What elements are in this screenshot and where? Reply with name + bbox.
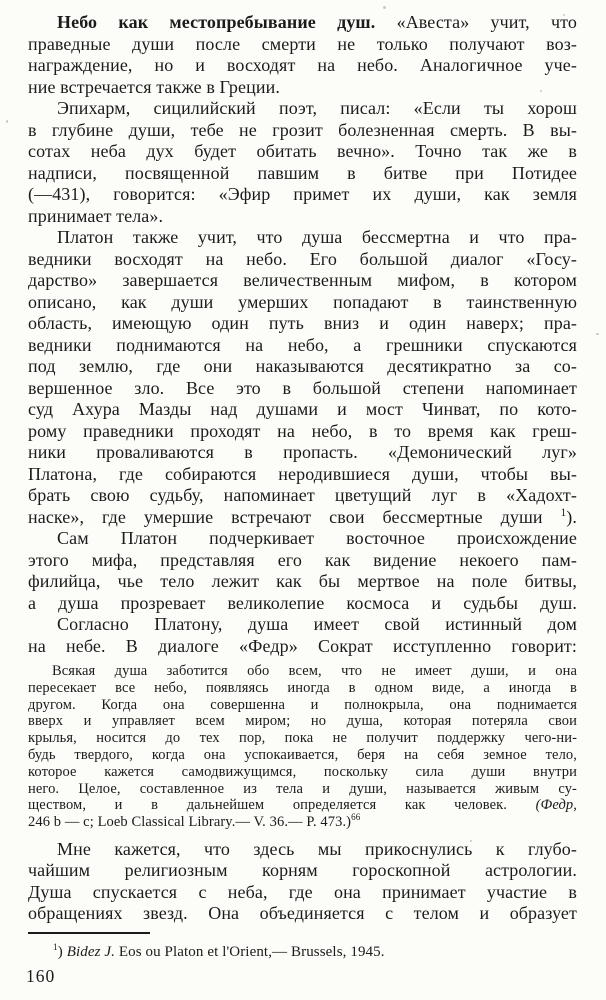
scan-speck [540,90,542,92]
text-line: ведники поднимаются на небо, а грешники спускаются [28,334,577,355]
text-segment: ) [57,943,67,960]
text-line: суд Ахура Мазды над душами и мост Чинват, по кото- [28,399,577,419]
footnote-separator-rule [28,932,150,934]
text-line [28,507,577,529]
text-line: рому праведники проходят на небо, в то время как греш- [28,420,577,441]
text-block [28,12,577,961]
text-line: дарство» завершается величественным мифом, в котором [28,270,577,290]
text-line: Мне кажется, что здесь мы прикоснулись к глубо- [57,838,577,859]
paragraph-2 [28,98,577,227]
text-line: Согласно Платону, душа имеет свой истинный дом [57,614,577,634]
endnote-reference: 66 [351,812,361,823]
text-line: него. Целое, составленное из тела и души, называется живым су- [28,780,577,797]
text-line: в глубине души, тебе не грозит болезненная смерть. В вы- [28,119,577,140]
text-line: Сам Платон подчеркивает восточное происхождение [57,528,577,548]
text-line: надписи, посвященной павшим в битве при Потидее [28,162,577,183]
text-line: другом. Когда она совершенна и полнокрыла, она поднимается [28,696,577,713]
text-segment: ществом, и в дальнейшем определяется как человек. [28,797,536,814]
text-line: Платон также учит, что душа бессмертна и что пра- [57,227,577,247]
text-line: вершенное зло. Все это в большой степени напоминает [28,377,577,398]
text-line: сотах неба дух будет обитать вечно». Точно так же в [28,141,577,161]
text-line: Платона, где собираются неродившиеся души, чтобы вы- [28,463,577,484]
text-line: ники проваливаются в пропасть. «Демонический луг» [28,442,577,462]
text-line: пересекает все небо, появляясь иногда в одном виде, а иногда в [28,679,577,696]
citation-title: (Федр, [535,797,577,814]
text-line: будь твердого, когда она успокаивается, беря на себя земное тело, [28,746,577,763]
text-segment: «Авеста» учит, что [375,12,577,32]
text-segment: наске», где умершие встречают свои бессмертные души [28,506,561,527]
text-line [28,12,577,34]
footnote-marker: 1 [53,942,58,953]
citation-reference: 246 b — c; Loeb Classical Library.— V. 36.— P. 473.) [28,814,352,831]
text-line: этого мифа, представляя его как видение некоего пам- [28,549,577,570]
footnote [28,943,577,961]
text-line: ние встречается также в Греции. [28,76,280,97]
text-line: а душа прозревает великолепие космоса и судьбы душ. [28,592,577,613]
text-line: награждение, но и восходят на небо. Аналогичное уче- [28,55,577,75]
scan-speck [470,840,472,842]
text-line: брать свою судьбу, напоминает цветущий луг в «Хадохт- [28,485,577,505]
paragraph-5 [28,614,577,657]
page-number: 160 [26,966,56,986]
text-line: вверх и управляет всем миром; но душа, которая потеряла свои [28,713,577,730]
text-segment: ). [566,506,577,527]
text-line: Душа спускается с неба, где она принимает участие в [28,881,577,902]
text-line: описано, как души умерших попадают в таинственную [28,291,577,312]
text-line: ведники восходят на небо. Его большой диалог «Госу- [28,248,577,269]
text-line: крылья, носится до тех пор, пока не получит поддержку чего-ни- [28,730,577,747]
scan-speck [383,6,386,9]
footnote-author: Bidez J. [66,943,115,960]
scan-speck [6,120,8,123]
text-line: под землю, где они наказываются десятикратно за со- [28,356,577,376]
scan-speck [563,14,565,16]
text-line: на небе. В диалоге «Федр» Сократ исступленно говорит: [28,635,577,656]
paragraph-6 [28,839,577,925]
text-line: праведные души после смерти не только получают воз- [28,33,577,54]
paragraph-1 [28,12,577,98]
text-line: чайшим религиозным корням гороскопной астрологии. [28,860,577,881]
paragraph-4 [28,528,577,614]
footnote-text: Eos ou Platon et l'Orient,— Brussels, 1945. [115,943,385,960]
paragraph-3 [28,227,577,528]
footnote-reference: 1 [560,506,567,519]
text-line: Эпихарм, сицилийский поэт, писал: «Если ты хорош [57,98,577,118]
text-line [28,814,577,831]
scan-speck [596,333,599,335]
run-in-heading: Небо как местопребывание душ. [57,12,376,32]
text-line: принимает тела». [28,205,164,226]
text-line: филийца, чье тело лежит как бы мертвое на поле битвы, [28,571,577,591]
text-line: Всякая душа заботится обо всем, что не имеет души, и она [52,663,577,679]
text-line: область, имеющую один путь вниз и один наверх; пра- [28,313,577,333]
text-line: (—431), говорится: «Эфир примет их души, как земля [28,184,577,204]
block-quote [28,663,577,831]
text-line: обращениях звезд. Она объединяется с телом и образует [28,903,577,924]
text-line [28,797,577,814]
text-line: которое кажется самодвижущимся, поскольку сила души внутри [28,763,577,780]
